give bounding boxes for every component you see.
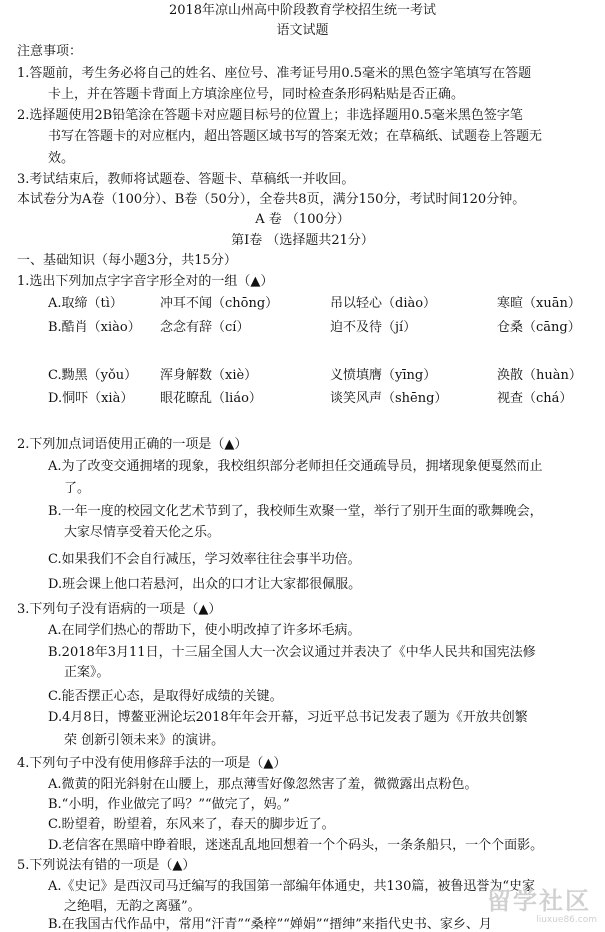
exam-title: 2018年凉山州高中阶段教育学校招生统一考试 — [168, 3, 437, 18]
q2-line: B.一年一度的校园文化艺术节到了，我校师生欢聚一堂，举行了别开生面的歌舞晚会， — [48, 504, 543, 519]
section-one-heading: 一、基础知识（每小题3分，共15分） — [17, 253, 237, 268]
q1-option: 眼花瞭乱（liáo） — [160, 391, 262, 406]
exam-subtitle: 语文试题 — [276, 23, 329, 38]
q1-option: 谈笑风声（shēng） — [330, 391, 448, 406]
watermark-site: liuxue86.com — [536, 915, 597, 925]
notice-line: 效。 — [48, 151, 75, 166]
notice-heading: 注意事项： — [17, 44, 83, 59]
q4-line: A.微黄的阳光斜射在山腰上，那点薄雪好像忽然害了羞，微微露出点粉色。 — [48, 777, 478, 792]
q3-line: 正案》。 — [64, 665, 110, 680]
q2-line: D.班会课上他口若悬河，出众的口才让大家都很佩服。 — [48, 577, 362, 592]
q1-option: 义愤填膺（yīng） — [330, 368, 437, 383]
question-2-stem: 2.下列加点词语使用正确的一项是（▲） — [17, 437, 248, 452]
question-4-stem: 4.下列句子中没有使用修辞手法的一项是（▲） — [17, 756, 287, 771]
q5-line: B.在我国古代作品中，常用“汗青”“桑梓”“婵娟”“搢绅”来指代史书、家乡、月 — [48, 917, 492, 932]
question-5-stem: 5.下列说法有错的一项是（▲） — [17, 858, 196, 873]
notice-line: 1.答题前，考生务必将自己的姓名、座位号、准考证号用0.5毫米的黑色签字笔填写在答题 — [17, 66, 532, 81]
q3-line: D.4月8日，博鳌亚洲论坛2018年年会开幕，习近平总书记发表了题为《开放共创繁 — [48, 710, 528, 725]
notice-line: 3.考试结束后，教师将试题卷、答题卡、草稿纸一并收回。 — [17, 172, 355, 187]
q1-option: 浑身解数（xiè） — [160, 368, 258, 383]
q1-option: 念念有辞（cí） — [160, 320, 250, 335]
notice-line: 本试卷分为A卷（100分）、B卷（50分），全卷共8页，满分150分，考试时间120分钟。 — [17, 192, 526, 207]
q1-option: D.恫吓（xià） — [48, 391, 134, 406]
q1-option: 冲耳不闻（chōng） — [160, 296, 279, 311]
q5-line: 之绝唱，无韵之离骚”。 — [64, 899, 201, 914]
q3-line: B.2018年3月11日，十三届全国人大一次会议通过并表决了《中华人民共和国宪法修 — [48, 645, 536, 660]
watermark-logo — [487, 889, 597, 923]
q2-line: C.如果我们不会自行减压，学习效率往往会事半功倍。 — [48, 552, 361, 567]
q1-option: 涣散（huàn） — [497, 368, 582, 383]
q4-line: B.“小明，作业做完了吗？”“做完了，妈。” — [48, 797, 290, 812]
q2-line: 了。 — [64, 481, 91, 496]
volume-a-title: A 卷 （100分） — [255, 212, 350, 227]
q1-option: 寒暄（xuān） — [497, 296, 581, 311]
q1-option: B.酷肖（xiào） — [48, 320, 141, 335]
q1-option: 迫不及待（jí） — [330, 320, 417, 335]
notice-line: 书写在答题卡的对应框内，超出答题区域书写的答案无效；在草稿纸、试题卷上答题无 — [48, 129, 543, 144]
q2-line: A.为了改变交通拥堵的现象，我校组织部分老师担任交通疏导员，拥堵现象便戛然而止 — [48, 459, 543, 474]
q1-option: 仓桑（cāng） — [497, 320, 581, 335]
q2-line: 大家尽情享受着天伦之乐。 — [64, 525, 221, 540]
q1-option: 吊以轻心（diào） — [330, 296, 437, 311]
question-3-stem: 3.下列句子没有语病的一项是（▲） — [17, 602, 222, 617]
part-one-title: 第Ⅰ卷 （选择题共21分） — [231, 233, 374, 248]
q3-line: C.能否摆正心态，是取得好成绩的关键。 — [48, 689, 283, 704]
q3-line: A.在同学们热心的帮助下，使小明改掉了许多坏毛病。 — [48, 623, 361, 638]
watermark-text: 留学社区 — [487, 887, 591, 915]
q1-option: 视查（chá） — [497, 391, 573, 406]
notice-line: 2.选择题使用2B铅笔涂在答题卡对应题目标号的位置上；非选择题用0.5毫米黑色签字笔 — [17, 108, 523, 123]
q1-option: A.取缔（tì） — [48, 296, 123, 311]
q1-option: C.黝黑（yǒu） — [48, 368, 138, 383]
q4-line: D.老信客在黑暗中睁着眼，迷迷乱乱地回想着一个个码头，一条条船只，一个个面影。 — [48, 838, 544, 853]
question-1-stem: 1.选出下列加点字字音字形全对的一组（▲） — [17, 274, 274, 289]
notice-line: 卡上，并在答题卡背面上方填涂座位号，同时检查条形码粘贴是否正确。 — [48, 87, 465, 102]
q5-line: A.《史记》是西汉司马迁编写的我国第一部编年体通史，共130篇，被鲁迅誉为“史家 — [48, 879, 535, 894]
q3-line: 荣 创新引领未来》的演讲。 — [64, 733, 225, 748]
q4-line: C.盼望着，盼望着，东风来了，春天的脚步近了。 — [48, 817, 335, 832]
